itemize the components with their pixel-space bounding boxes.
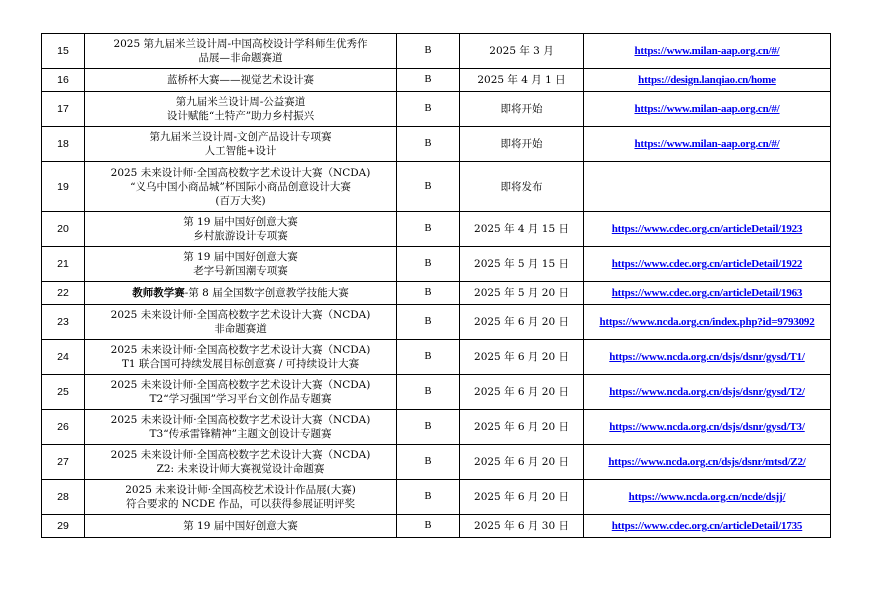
contest-name-cell — [85, 515, 397, 538]
row-number: 25 — [42, 375, 85, 410]
contest-name-line — [87, 286, 394, 300]
contest-deadline: 2025 年 6 月 20 日 — [460, 410, 584, 445]
contest-deadline: 2025 年 5 月 15 日 — [460, 247, 584, 282]
contest-url-cell — [584, 340, 831, 375]
contest-name-cell — [85, 127, 397, 162]
row-number: 18 — [42, 127, 85, 162]
contest-name-line: 第 19 届中国好创意大赛 — [183, 216, 298, 228]
contest-name-line: 2025 未来设计师·全国高校数字艺术设计大赛（NCDA) — [110, 166, 371, 179]
contest-category-label: 教师教学赛 — [132, 287, 185, 299]
contest-url-cell — [584, 410, 831, 445]
contest-name-line: 2025 未来设计师·全国高校艺术设计作品展(大赛) — [125, 484, 356, 496]
table-row — [42, 162, 831, 212]
row-number: 28 — [42, 480, 85, 515]
contest-level: B — [397, 282, 460, 305]
contest-link[interactable]: https://design.lanqiao.cn/home — [638, 74, 776, 86]
contest-name-cell — [85, 480, 397, 515]
contest-table — [41, 33, 831, 538]
contest-level: B — [397, 247, 460, 282]
row-number: 19 — [42, 162, 85, 212]
contest-url-cell — [584, 127, 831, 162]
table-row — [42, 305, 831, 340]
contest-link[interactable]: https://www.cdec.org.cn/articleDetail/1923 — [611, 223, 803, 235]
contest-name-line: 2025 未来设计师·全国高校数字艺术设计大赛（NCDA) — [110, 344, 371, 356]
contest-url-cell — [584, 515, 831, 538]
contest-deadline: 2025 年 6 月 30 日 — [460, 515, 584, 538]
contest-level: B — [397, 162, 460, 212]
contest-name-line: “义乌中国小商品城”杯国际小商品创意设计大赛 — [130, 180, 351, 193]
contest-name-cell — [85, 247, 397, 282]
contest-url-cell — [584, 282, 831, 305]
contest-level: B — [397, 340, 460, 375]
contest-link[interactable]: https://www.milan-aap.org.cn/#/ — [634, 138, 780, 150]
contest-name-line: 第 19 届中国好创意大赛 — [183, 520, 298, 532]
contest-link[interactable]: https://www.ncda.org.cn/dsjs/dsnr/gysd/T1/ — [609, 351, 805, 363]
contest-name-line: 乡村旅游设计专项赛 — [193, 230, 288, 242]
row-number: 23 — [42, 305, 85, 340]
contest-deadline: 2025 年 6 月 20 日 — [460, 340, 584, 375]
contest-link[interactable]: https://www.ncda.org.cn/ncde/dsjj/ — [628, 491, 786, 503]
contest-deadline: 即将开始 — [460, 92, 584, 127]
contest-deadline: 即将发布 — [460, 162, 584, 212]
table-row — [42, 445, 831, 480]
row-number: 29 — [42, 515, 85, 538]
contest-level: B — [397, 127, 460, 162]
contest-deadline: 2025 年 4 月 15 日 — [460, 212, 584, 247]
contest-name-line: T1 联合国可持续发展目标创意赛 / 可持续设计大赛 — [121, 358, 360, 370]
contest-level: B — [397, 445, 460, 480]
table-row — [42, 515, 831, 538]
contest-name-cell — [85, 69, 397, 92]
row-number: 24 — [42, 340, 85, 375]
contest-name-line: Z2: 未来设计师大赛视觉设计命题赛 — [156, 463, 325, 475]
contest-name-cell — [85, 410, 397, 445]
contest-deadline: 2025 年 4 月 1 日 — [460, 69, 584, 92]
contest-name-cell — [85, 305, 397, 340]
contest-level: B — [397, 69, 460, 92]
contest-link[interactable]: https://www.ncda.org.cn/dsjs/dsnr/gysd/T2/ — [609, 386, 805, 398]
contest-link[interactable]: https://www.cdec.org.cn/articleDetail/1735 — [611, 520, 803, 532]
contest-url-cell — [584, 162, 831, 212]
contest-deadline: 2025 年 6 月 20 日 — [460, 445, 584, 480]
row-number: 21 — [42, 247, 85, 282]
contest-name-text: -第 8 届全国数字创意教学技能大赛 — [184, 287, 349, 299]
contest-level: B — [397, 515, 460, 538]
contest-deadline: 2025 年 6 月 20 日 — [460, 375, 584, 410]
contest-name-line: 品展—非命题赛道 — [198, 52, 283, 64]
contest-name-line: 非命题赛道 — [214, 323, 267, 335]
contest-level: B — [397, 375, 460, 410]
contest-name-cell — [85, 162, 397, 212]
contest-table-body — [42, 34, 831, 538]
contest-name-line: T2“学习强国”学习平台文创作品专题赛 — [149, 393, 332, 405]
row-number: 17 — [42, 92, 85, 127]
contest-level: B — [397, 305, 460, 340]
table-row — [42, 92, 831, 127]
table-row — [42, 69, 831, 92]
contest-url-cell — [584, 92, 831, 127]
contest-name-line: 第 19 届中国好创意大赛 — [183, 251, 298, 263]
contest-deadline: 2025 年 5 月 20 日 — [460, 282, 584, 305]
contest-name-line: 符合要求的 NCDE 作品，可以获得参展证明评奖 — [126, 498, 355, 510]
contest-url-cell — [584, 480, 831, 515]
contest-name-cell — [85, 34, 397, 69]
contest-link[interactable]: https://www.milan-aap.org.cn/#/ — [634, 103, 780, 115]
contest-name-cell — [85, 282, 397, 305]
table-row — [42, 127, 831, 162]
contest-level: B — [397, 34, 460, 69]
contest-url-cell — [584, 375, 831, 410]
contest-name-line: 2025 未来设计师·全国高校数字艺术设计大赛（NCDA) — [110, 449, 371, 461]
contest-link[interactable]: https://www.milan-aap.org.cn/#/ — [634, 45, 780, 57]
table-row — [42, 282, 831, 305]
contest-name-cell — [85, 340, 397, 375]
table-row — [42, 340, 831, 375]
contest-name-line: 蓝桥杯大赛——视觉艺术设计赛 — [167, 74, 314, 86]
table-row — [42, 375, 831, 410]
contest-url-cell — [584, 212, 831, 247]
table-row — [42, 247, 831, 282]
contest-name-line: 第九届米兰设计周-文创产品设计专项赛 — [149, 131, 332, 143]
contest-name-cell — [85, 92, 397, 127]
row-number: 27 — [42, 445, 85, 480]
contest-url-cell — [584, 445, 831, 480]
contest-name-cell — [85, 375, 397, 410]
contest-name-line: 第九届米兰设计周-公益赛道 — [175, 96, 306, 108]
contest-link[interactable]: https://www.cdec.org.cn/articleDetail/1963 — [611, 287, 803, 299]
row-number: 26 — [42, 410, 85, 445]
contest-name-line: 2025 未来设计师·全国高校数字艺术设计大赛（NCDA) — [110, 309, 371, 321]
contest-url-cell — [584, 305, 831, 340]
contest-name-line: 老字号新国潮专项赛 — [193, 265, 288, 277]
contest-link[interactable]: https://www.cdec.org.cn/articleDetail/1922 — [611, 258, 803, 270]
contest-name-cell — [85, 445, 397, 480]
contest-deadline: 2025 年 6 月 20 日 — [460, 480, 584, 515]
contest-deadline: 即将开始 — [460, 127, 584, 162]
contest-level: B — [397, 410, 460, 445]
contest-url-cell — [584, 69, 831, 92]
contest-name-cell — [85, 212, 397, 247]
table-row — [42, 212, 831, 247]
contest-link[interactable]: https://www.ncda.org.cn/dsjs/dsnr/mtsd/Z2/ — [608, 456, 806, 468]
contest-name-line: 设计赋能“土特产”助力乡村振兴 — [166, 110, 315, 122]
contest-deadline: 2025 年 3 月 — [460, 34, 584, 69]
contest-name-line: 2025 第九届米兰设计周-中国高校设计学科师生优秀作 — [113, 38, 368, 50]
table-row — [42, 410, 831, 445]
contest-level: B — [397, 92, 460, 127]
row-number: 15 — [42, 34, 85, 69]
row-number: 20 — [42, 212, 85, 247]
contest-level: B — [397, 480, 460, 515]
table-row — [42, 480, 831, 515]
contest-level: B — [397, 212, 460, 247]
contest-url-cell — [584, 247, 831, 282]
contest-name-line: T3“传承雷锋精神”主题文创设计专题赛 — [149, 428, 332, 440]
row-number: 22 — [42, 282, 85, 305]
table-row — [42, 34, 831, 69]
contest-link[interactable]: https://www.ncda.org.cn/dsjs/dsnr/gysd/T3/ — [609, 421, 805, 433]
row-number: 16 — [42, 69, 85, 92]
contest-url-cell — [584, 34, 831, 69]
contest-name-line: 2025 未来设计师·全国高校数字艺术设计大赛（NCDA) — [110, 379, 371, 391]
contest-link[interactable]: https://www.ncda.org.cn/index.php?id=9793092 — [599, 316, 815, 328]
contest-name-line: 2025 未来设计师·全国高校数字艺术设计大赛（NCDA) — [110, 414, 371, 426]
contest-deadline: 2025 年 6 月 20 日 — [460, 305, 584, 340]
contest-name-line: (百万大奖) — [215, 194, 266, 207]
contest-name-line: 人工智能+设计 — [204, 145, 277, 157]
